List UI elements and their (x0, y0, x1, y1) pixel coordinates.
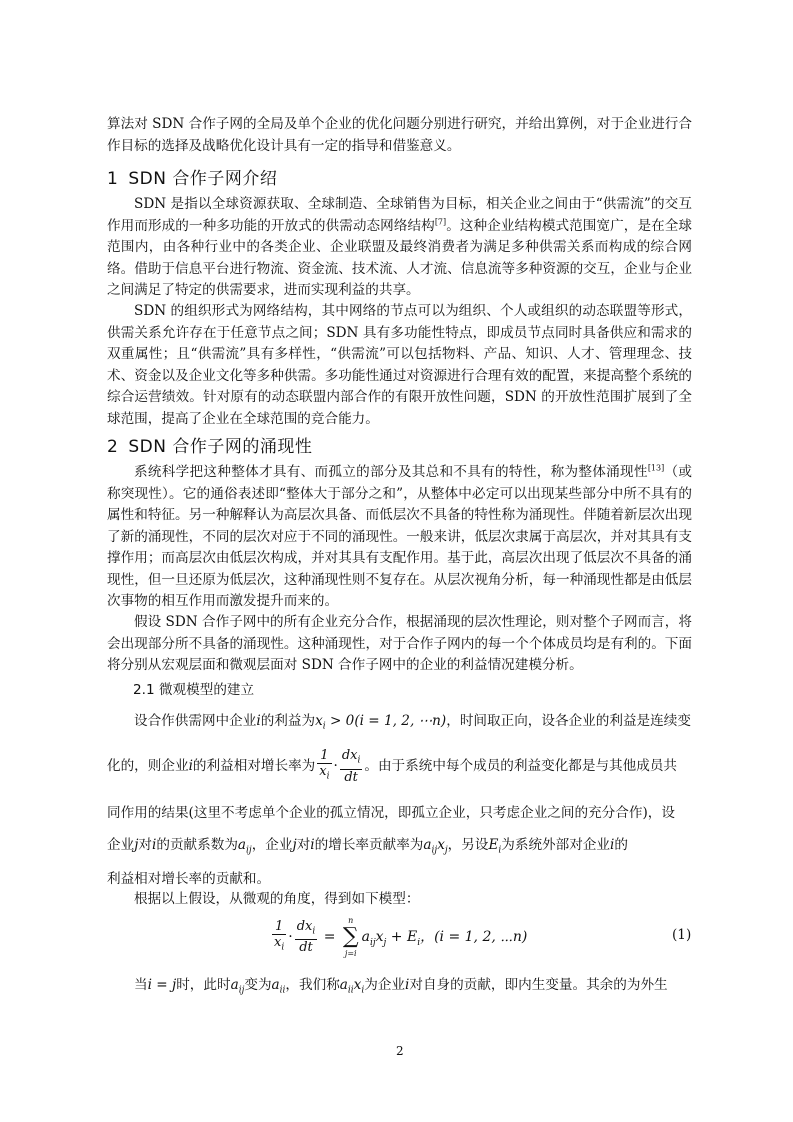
section-2-title: SDN 合作子网的涌现性 (128, 437, 313, 457)
math-sub: i (361, 985, 365, 996)
math-E: E (488, 837, 499, 853)
math-i: i (405, 977, 410, 993)
math-Ei (488, 837, 502, 856)
s2p1-text-b: （或称突现性）。它的通俗表述即“整体大于部分之和”，从整体中必定可以出现某些部分中所不具有的属性和特征。另一种解释认为高层次具备、而低层次不具备的特性称为涌现性。伴随着新层次出现了新的涌现性，不同的层次对应于不同的涌现性。一般来讲，低层次隶属于高层次，并对其具有支撑作用；而高层次由低层次构成，并对其具有支配作用。基于此，高层次出现了低层次不具备的涌现性，但一旦还原为低层次，这种涌现性则不复存在。从层次视角分析，每一种涌现性都是由低层次事物的相互作用而激发提升而来的。 (107, 464, 693, 609)
frac-den: dt (299, 940, 313, 956)
citation-13: [13] (647, 463, 665, 473)
text: 的 (614, 837, 628, 853)
math-i: i (188, 757, 193, 774)
eq-fraction-dxi-dt (295, 919, 318, 956)
frac-den (272, 935, 286, 956)
math-a: a (237, 837, 247, 853)
text: 设合作供需网中企业 (134, 713, 257, 729)
math-x: x (315, 713, 323, 729)
math-a: a (271, 977, 280, 993)
math-aii-xi (339, 977, 365, 996)
math-aii (271, 977, 286, 996)
frac-num (340, 748, 363, 770)
math-j: j (292, 837, 297, 853)
model-line-2: 化的，则企业i的利益相对增长率为 $\frac{1}{x_i}$ · $\frac{dx_i}{dt}$ 。由于系统中每个成员的利益变化都是与其他成员共 (107, 748, 678, 785)
math-plus-E: + E (386, 929, 418, 946)
model-line-3: 同作用的结果(这里不考虑单个企业的孤立情况，即孤立企业，只考虑企业之间的充分合作)，设 (107, 805, 675, 821)
math-tail: ，(i = 1, 2, ⋯n) (420, 929, 528, 946)
math-dx: dx (296, 918, 313, 934)
math-aij (230, 977, 245, 996)
text: 当 (134, 977, 148, 993)
math-cond: > 0(i = 1, 2, ⋯n) (325, 713, 447, 729)
text: 为系统外部对企业 (501, 837, 611, 853)
math-sub: i (312, 926, 316, 937)
math-sub: ij (238, 985, 245, 996)
sum-bottom: j=i (344, 949, 357, 958)
s1p1-text-a: SDN 是指以全球资源获取、全球制造、全球销售为目标，相关企业之间由于“供需流”的交互作用而形成的一种多功能的开放式的供需动态网络结构 (107, 196, 692, 234)
text: 对自身的贡献，即内生变量。其余的为外生 (409, 977, 668, 993)
section-1-paragraph-2: SDN 的组织形式为网络结构，其中网络的节点可以为组织、个人或组织的动态联盟等形式，供需关系允许存在于任意节点之间；SDN 具有多功能性特点，即成员节点同时具备供应和需求的双重属性；且“供需流”具有多样性，“供需流”可以包括物料、产品、知识、人才、管理理念、技术、资金以及企业文化等多种供需。多功能性通过对资源进行合理有效的配置，来提高整个系统的综合运营绩效。针对原有的动态联盟内部合作的有限开放性问题，SDN 的开放性范围扩展到了全球范围，提高了企业在全球范围的竞合能力。 (107, 303, 692, 427)
math-sub: i (417, 937, 421, 948)
math-sub: j (383, 937, 387, 948)
eq-rhs (361, 929, 528, 948)
frac-den: dt (344, 769, 358, 785)
text: 的贡献系数为 (156, 837, 238, 853)
math-sub: j (444, 845, 448, 856)
text: 的增长率贡献率为 (314, 837, 424, 853)
fraction-1-over-xi (317, 748, 331, 785)
math-x: x (437, 837, 445, 853)
math-aij (237, 837, 252, 856)
math-sub: i (322, 721, 326, 732)
model-line-4 (107, 833, 692, 856)
math-a: a (230, 977, 239, 993)
section-1-paragraph-1 (107, 194, 692, 302)
math-sub: ij (369, 937, 376, 948)
text: ，时间取正向，设各企业的利益是连续变 (446, 713, 691, 729)
math-a: a (361, 929, 370, 946)
section-1-title: SDN 合作子网介绍 (128, 169, 278, 189)
equation-number: (1) (672, 927, 692, 943)
math-i: i (256, 713, 261, 729)
math-a: a (423, 837, 432, 853)
citation-7: [7] (434, 216, 447, 226)
text: 的利益相对增长率为 (192, 757, 316, 774)
section-1-number: 1 (107, 169, 119, 189)
text: 的利益为 (260, 713, 316, 729)
text: ，我们称 (285, 977, 340, 993)
math-a: a (339, 977, 348, 993)
math-sub: ij (246, 845, 252, 856)
text: 企业 (107, 837, 135, 853)
frac-den (317, 764, 331, 785)
s1p1-text-b: 。这种企业结构模式范围宽广，是在全球范围内，由各种行业中的各类企业、企业联盟及最终消费者为满足多种供需关系而构成的综合网络。借助于信息平台进行物流、资金流、技术流、人才流、信息流等多种资源的交互，企业与企业之间满足了特定的供需要求，进而实现利益的共享。 (107, 217, 693, 298)
section-2-paragraph-1 (107, 462, 692, 613)
section-2-paragraph-2: 假设 SDN 合作子网中的所有企业充分合作，根据涌现的层次性理论，则对整个子网而言，将会出现部分所不具备的涌现性。这种涌现性，对于合作子网内的每一个个体成员均是有利的。下面将分别从宏观层面和微观层面对 SDN 合作子网中的企业的利益情况建模分析。 (107, 614, 692, 673)
math-sub: ij (431, 845, 438, 856)
model-line-7 (134, 973, 719, 996)
section-1-heading (107, 164, 277, 189)
math-sub: ii (347, 985, 354, 996)
frac-num (295, 919, 318, 941)
math-sub: i (357, 755, 361, 766)
math-x: x (353, 977, 362, 993)
math-condition (315, 713, 447, 732)
sum-top: n (348, 916, 354, 925)
math-dx: dx (341, 748, 358, 763)
math-i-eq-j: i = j (147, 977, 177, 993)
text: 对 (138, 837, 152, 853)
math-x: x (375, 929, 384, 946)
text: 。由于系统中每个成员的利益变化都是与其他成员共 (364, 757, 678, 774)
text: 为企业 (364, 977, 406, 993)
math-sub: i (498, 845, 502, 856)
summation-sign: n ∑ j=i (342, 916, 359, 958)
text: 时，此时 (176, 977, 231, 993)
model-line-5: 利益相对增长率的贡献和。 (107, 871, 271, 887)
s2p1-text-a: 系统科学把这种整体才具有、而孤立的部分及其总和不具有的特性，称为整体涌现性 (134, 464, 648, 480)
subsection-2-1-heading: 2.1 微观模型的建立 (133, 682, 255, 698)
math-i: i (610, 837, 615, 853)
page-number: 2 (396, 1044, 404, 1058)
math-sub: ii (279, 985, 286, 996)
fraction-dxi-dt (340, 748, 363, 785)
section-2-number: 2 (107, 437, 119, 457)
text: 化的，则企业 (107, 757, 189, 774)
equation-1: $\frac{1}{x_i}$ · $\frac{dx_i}{dt}$ = n ∑ j=i $a_{ij}x_j + E_i$，(i = 1, 2, ⋯n) (274, 916, 528, 958)
text: ，另设 (447, 837, 489, 853)
math-i: i (152, 837, 157, 853)
math-sub: i (326, 771, 330, 782)
frac-num: 1 (317, 748, 331, 764)
math-x: x (274, 934, 282, 950)
text: 变为 (244, 977, 272, 993)
intro-continuation: 算法对 SDN 合作子网的全局及单个企业的优化问题分别进行研究，并给出算例，对于企业进行合作目标的选择及战略优化设计具有一定的指导和借鉴意义。 (107, 116, 692, 154)
section-2-heading (107, 432, 312, 457)
model-line-1 (134, 709, 719, 732)
model-line-6: 根据以上假设，从微观的角度，得到如下模型： (134, 891, 420, 907)
frac-num: 1 (272, 919, 286, 935)
math-aij-xj (423, 837, 448, 856)
text: ，企业 (251, 837, 293, 853)
math-x: x (319, 764, 327, 779)
math-i: i (310, 837, 315, 853)
eq-fraction-1-over-xi (272, 919, 286, 956)
math-sub: i (281, 942, 285, 953)
text: 对 (296, 837, 311, 853)
math-j: j (134, 837, 139, 853)
